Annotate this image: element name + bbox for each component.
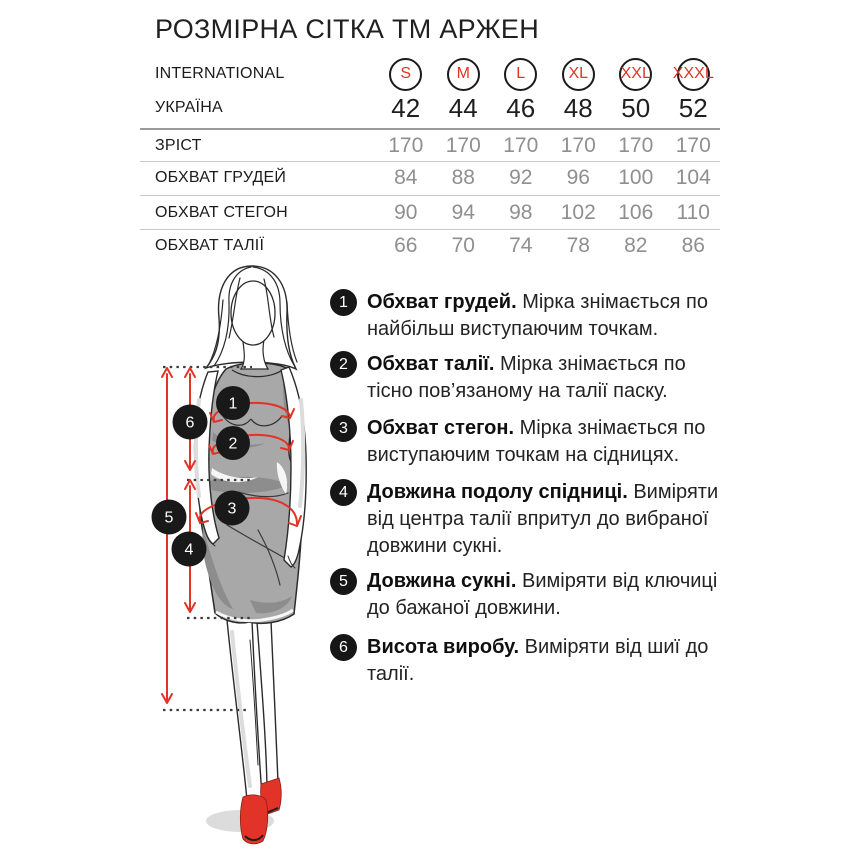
value-cell: 106 bbox=[618, 200, 654, 224]
value-cell: 70 bbox=[451, 234, 475, 257]
legend-item-5 bbox=[330, 568, 724, 622]
ukraine-size: 46 bbox=[506, 92, 536, 123]
table-divider bbox=[140, 229, 720, 230]
ukraine-size: 50 bbox=[621, 92, 651, 123]
legend-term: Обхват талії. bbox=[367, 353, 495, 375]
value-cell: 170 bbox=[388, 134, 424, 157]
legend-description: Виміряти від ключиці до бажаної довжини. bbox=[367, 570, 718, 619]
value-cell: 170 bbox=[675, 134, 711, 157]
table-row-international bbox=[155, 56, 722, 92]
legend-description: Виміряти від шиї до талії. bbox=[367, 636, 709, 685]
table-divider bbox=[140, 161, 720, 162]
legend-number-badge: 2 bbox=[330, 351, 357, 378]
size-circle-s: S bbox=[389, 58, 422, 91]
legend-number-badge: 4 bbox=[330, 479, 357, 506]
value-cell: 170 bbox=[503, 134, 539, 157]
legend-item-2 bbox=[330, 351, 724, 405]
value-cell: 110 bbox=[676, 200, 710, 224]
value-cell: 104 bbox=[675, 166, 711, 189]
table-divider bbox=[140, 128, 720, 130]
marker-1: 1 bbox=[228, 395, 238, 413]
legend-item-1 bbox=[330, 289, 724, 343]
value-cell: 74 bbox=[509, 234, 533, 257]
legend-number-badge: 6 bbox=[330, 634, 357, 661]
legend-term: Обхват стегон. bbox=[367, 417, 515, 439]
legend-item-6 bbox=[330, 634, 724, 688]
legend-number-badge: 3 bbox=[330, 415, 357, 442]
row-label: ОБХВАТ ТАЛІЇ bbox=[155, 237, 265, 254]
value-cell: 102 bbox=[560, 200, 596, 224]
table-row-chest bbox=[155, 163, 722, 193]
marker-6: 6 bbox=[185, 414, 195, 432]
value-cell: 94 bbox=[451, 200, 475, 224]
legend-description: Мірка знімається по найбільш виступаючим точкам. bbox=[367, 291, 708, 340]
row-label-ukraine: УКРАЇНА bbox=[155, 99, 223, 116]
ukraine-size: 44 bbox=[448, 92, 478, 123]
value-cell: 92 bbox=[509, 166, 533, 189]
value-cell: 98 bbox=[509, 200, 533, 224]
row-label: ЗРІСТ bbox=[155, 137, 202, 154]
legend-number-badge: 1 bbox=[330, 289, 357, 316]
size-circle-m: M bbox=[447, 58, 480, 91]
value-cell: 82 bbox=[624, 234, 648, 257]
legend-description: Виміряти від центра талії впритул до вибраної довжини сукні. bbox=[367, 481, 719, 557]
marker-2: 2 bbox=[228, 435, 238, 453]
table-row-waist bbox=[155, 231, 722, 261]
table-row-ukraine bbox=[155, 90, 722, 126]
legend-term: Обхват грудей. bbox=[367, 291, 517, 313]
size-circle-xxl: XXL bbox=[619, 58, 652, 91]
row-label: ОБХВАТ СТЕГОН bbox=[155, 203, 288, 221]
marker-3: 3 bbox=[227, 500, 237, 518]
ukraine-size: 42 bbox=[391, 92, 421, 123]
ukraine-size: 48 bbox=[563, 92, 593, 123]
row-label-international: INTERNATIONAL bbox=[155, 65, 285, 82]
size-circles-row bbox=[377, 56, 722, 92]
value-cell: 100 bbox=[618, 166, 654, 189]
legend-term: Висота виробу. bbox=[367, 636, 520, 658]
legend-item-3 bbox=[330, 415, 724, 469]
size-figure-illustration bbox=[140, 260, 340, 850]
value-cell: 88 bbox=[451, 166, 475, 189]
legend-number-badge: 5 bbox=[330, 568, 357, 595]
value-cell: 96 bbox=[566, 166, 590, 189]
value-cell: 170 bbox=[618, 134, 654, 157]
legend-description: Мірка знімається по виступаючим точкам на сідницях. bbox=[367, 417, 706, 466]
ukraine-size: 52 bbox=[678, 92, 708, 123]
page-title: РОЗМІРНА СІТКА ТМ АРЖЕН bbox=[155, 14, 540, 44]
value-cell: 84 bbox=[394, 166, 418, 189]
value-cell: 170 bbox=[445, 134, 481, 157]
legs bbox=[227, 620, 278, 800]
legend-term: Довжина подолу спідниці. bbox=[367, 481, 628, 503]
size-circle-xxxl: XXXL bbox=[677, 58, 710, 91]
size-circle-l: L bbox=[504, 58, 537, 91]
value-cell: 78 bbox=[566, 234, 590, 257]
table-row-height bbox=[155, 131, 722, 161]
marker-5: 5 bbox=[164, 509, 174, 527]
size-circle-xl: XL bbox=[562, 58, 595, 91]
legend-description: Мірка знімається по тісно пов’язаному на талії паску. bbox=[367, 353, 686, 402]
ukraine-sizes-row bbox=[377, 90, 722, 126]
marker-4: 4 bbox=[184, 541, 194, 559]
legend-term: Довжина сукні. bbox=[367, 570, 517, 592]
row-label: ОБХВАТ ГРУДЕЙ bbox=[155, 169, 287, 186]
value-cell: 66 bbox=[394, 234, 418, 257]
table-divider bbox=[140, 195, 720, 196]
value-cell: 86 bbox=[681, 234, 705, 257]
value-cell: 170 bbox=[560, 134, 596, 157]
legend-item-4 bbox=[330, 479, 724, 560]
value-cell: 90 bbox=[394, 200, 418, 224]
table-row-hips bbox=[155, 197, 722, 228]
